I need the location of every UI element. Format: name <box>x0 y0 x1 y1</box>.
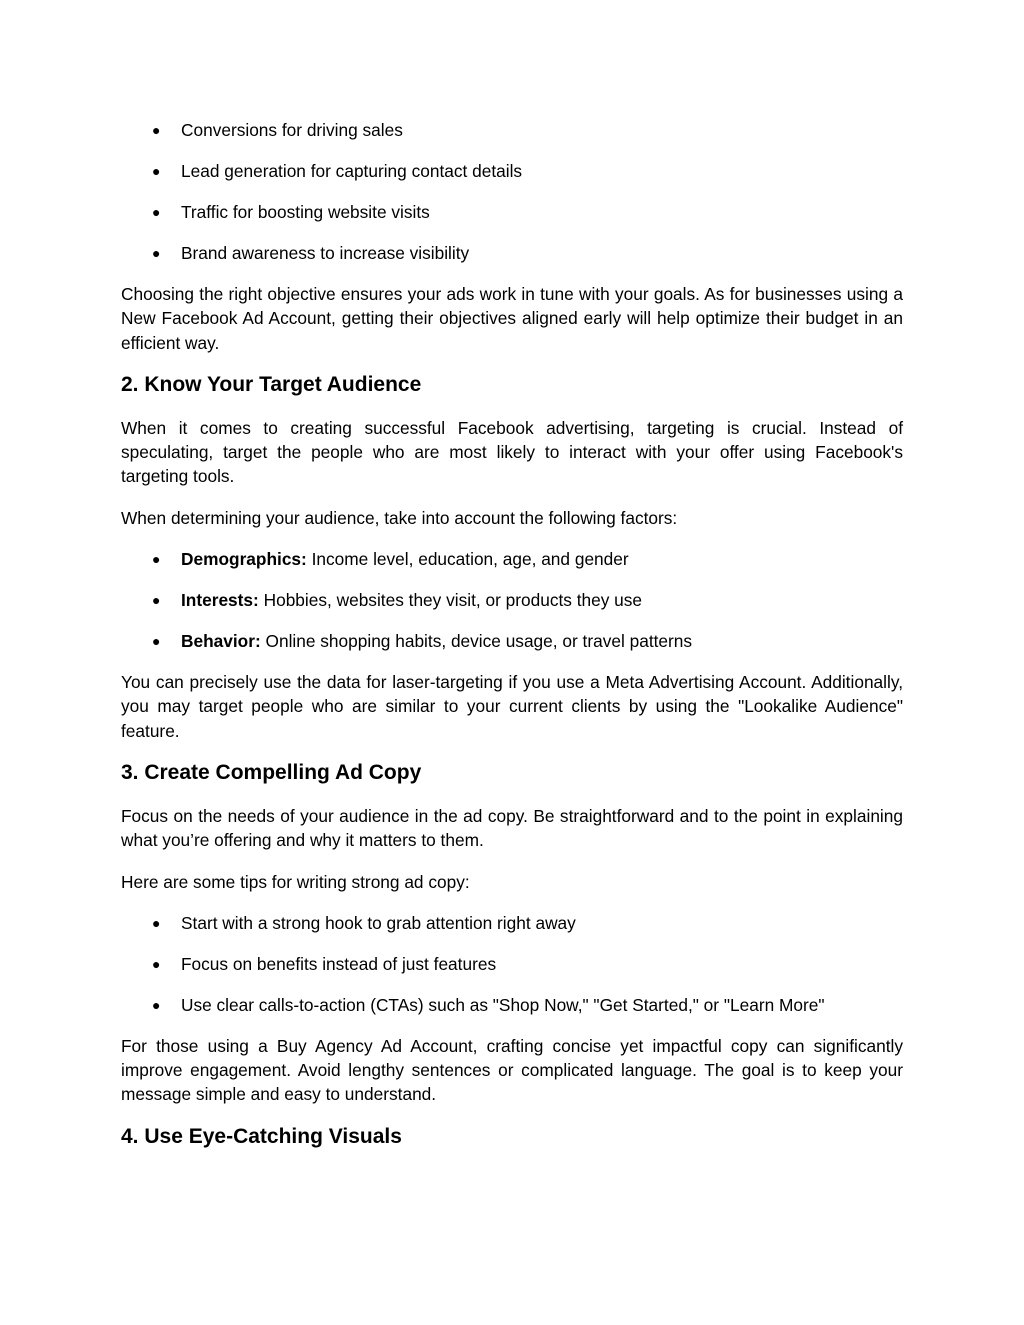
objective-paragraph: Choosing the right objective ensures your ads work in tune with your goals. As for businesses using a New Facebook Ad Account, getting their objectives aligned early will help optimize their budget in an efficient way. <box>121 284 903 353</box>
bullet-icon: ● <box>152 633 161 650</box>
list-item: ● Interests: Hobbies, websites they visit, or products they use <box>152 590 643 611</box>
bullet-icon: ● <box>152 955 161 972</box>
lookalike-paragraph: You can precisely use the data for laser-targeting if you use a Meta Advertising Account. Additionally, you may target people who are similar to your current clients by using the "Lookalike Audience" feature. <box>121 672 903 741</box>
audience-factors-list <box>121 547 903 653</box>
bullet-icon: ● <box>152 592 161 609</box>
tips-intro-paragraph: Here are some tips for writing strong ad copy: <box>121 871 470 892</box>
ad-copy-tips-list <box>121 911 903 1017</box>
list-item: ● Traffic for boosting website visits <box>152 202 430 222</box>
list-item: ● Lead generation for capturing contact details <box>152 161 523 181</box>
section-heading-ad-copy: 3. Create Compelling Ad Copy <box>121 760 422 784</box>
objectives-list <box>121 118 903 265</box>
list-item: ● Demographics: Income level, education, age, and gender <box>152 549 629 570</box>
list-item: ● Use clear calls-to-action (CTAs) such as "Shop Now," "Get Started," or "Learn More" <box>152 994 825 1015</box>
list-item: ● Brand awareness to increase visibility <box>152 243 470 263</box>
list-item: ● Focus on benefits instead of just features <box>152 953 497 974</box>
section-heading-visuals: 4. Use Eye-Catching Visuals <box>121 1124 402 1148</box>
targeting-paragraph: When it comes to creating successful Facebook advertising, targeting is crucial. Instead of speculating, target the people who are most likely to interact with your offer using Facebook's targeting tools. <box>121 417 903 487</box>
bullet-icon: ● <box>152 551 161 568</box>
bullet-icon: ● <box>152 204 161 220</box>
bullet-icon: ● <box>152 122 161 138</box>
bullet-icon: ● <box>152 996 161 1013</box>
bullet-icon: ● <box>152 914 161 931</box>
bullet-icon: ● <box>152 245 161 261</box>
factors-intro-paragraph: When determining your audience, take into account the following factors: <box>121 507 678 528</box>
section-heading-target-audience: 2. Know Your Target Audience <box>121 372 422 396</box>
list-item: ● Start with a strong hook to grab attention right away <box>152 912 576 933</box>
bullet-icon: ● <box>152 163 161 179</box>
list-item: ● Conversions for driving sales <box>152 120 403 140</box>
agency-account-paragraph: For those using a Buy Agency Ad Account, crafting concise yet impactful copy can significantly improve engagement. Avoid lengthy sentences or complicated language. The goal is to keep your message simple and easy to understand. <box>121 1035 903 1105</box>
list-item: ● Behavior: Online shopping habits, device usage, or travel patterns <box>152 631 693 652</box>
ad-copy-paragraph: Focus on the needs of your audience in the ad copy. Be straightforward and to the point in explaining what you’re offering and why it matters to them. <box>121 805 903 851</box>
document-page <box>121 118 903 1168</box>
